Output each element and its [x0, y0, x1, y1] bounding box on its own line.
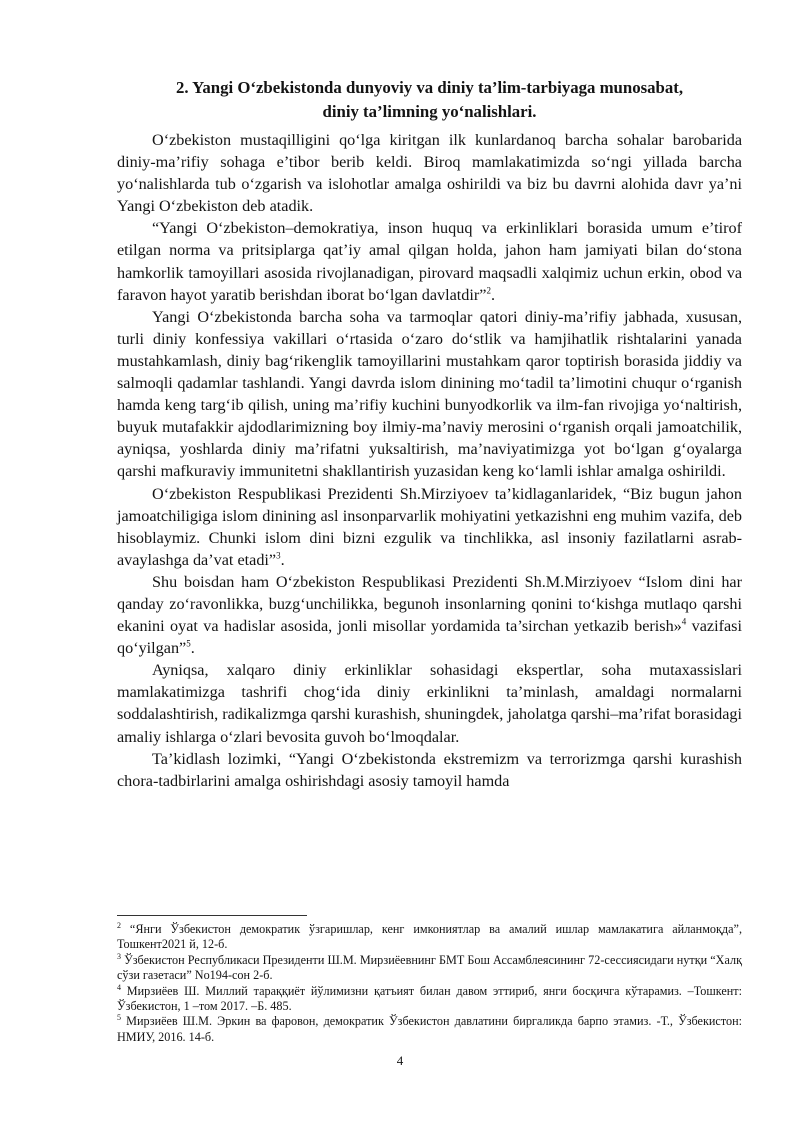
footnote-2: $^2$ “Янги Ўзбекистон демократик ўзгаришлар, кенг имкониятлар ва амалий ишлар мамлакатига айланмоқда”, Тошкент2021 й, 12-б. — [117, 920, 742, 952]
paragraph-4: O‘zbekiston Respublikasi Prezidenti Sh.Mirziyoev ta’kidlaganlaridek, “Biz bugun jahon jamoatchiligiga islom dinining asl insonparvarlik mohiyatini yetkazishni eng muhim vazifa, deb hisoblaymiz. Chunki islom dini bizni ezgulik va tinchlikka, asl insoniy fazilatlarni asrab-avaylashga da’vat etadi”$^3$. — [117, 484, 742, 569]
page-number: 4 — [396, 1053, 404, 1068]
paragraph-2: “Yangi O‘zbekiston–demokratiya, inson huquq va erkinliklari borasida umum e’tirof etilgan norma va pritsiplarga qat’iy amal qilgan holda, jahon ham jamiyati bilan do‘stona hamkorlik tamoyillari asosida rivojlanadigan, pirovard maqsadli xalqimiz uchun erkin, obod va faravon hayot yaratib berishdan iborat bo‘lgan davlatdir”$^2$. — [117, 219, 742, 304]
footnote-4: $^4$ Мирзиёев Ш. Миллий тараққиёт йўлимизни қатъият билан давом эттириб, янги босқичга кўтарамиз. –Тошкент: Ўзбекистон, 1 –том 2017. –Б. 485. — [117, 982, 742, 1014]
footnote-ref[interactable]: 3 — [276, 550, 281, 561]
paragraph-1: O‘zbekiston mustaqilligini qo‘lga kiritgan ilk kunlardanoq barcha sohalar barobarida diniy-ma’rifiy sohaga e’tibor berib keldi. Biroq mamlakatimizda so‘ngi yillada barcha yo‘nalishlarda tub o‘zgarish va islohotlar amalga oshirildi va biz bu davrni alohida davr ya’ni Yangi O‘zbekiston deb atadik. — [117, 131, 742, 216]
section-heading — [117, 76, 742, 123]
heading-line-2: diniy ta’limning yo‘nalishlari. — [322, 101, 537, 121]
footnote-ref[interactable]: 4 — [681, 616, 687, 627]
page-body — [117, 76, 742, 792]
paragraph-7: Ta’kidlash lozimki, “Yangi O‘zbekistonda ekstremizm va terrorizmga qarshi kurashish chora-tadbirlarini amalga oshirishdagi asosiy tamoyil hamda — [117, 749, 742, 790]
footnote-ref[interactable]: 2 — [486, 285, 491, 296]
footnote-3: $^3$ Ўзбекистон Республикаси Президенти Ш.М. Мирзиёевнинг БМТ Бош Ассамблеясининг 72-сессиясидаги нутқи “Халқ сўзи газетаси” No194-сон 2-б. — [117, 951, 742, 983]
heading-line-1: 2. Yangi O‘zbekistonda dunyoviy va diniy ta’lim-tarbiyaga munosabat, — [175, 78, 684, 97]
footnote-separator — [117, 915, 307, 916]
footnote-ref[interactable]: 5 — [186, 638, 191, 649]
paragraph-6: Ayniqsa, xalqaro diniy erkinliklar sohasidagi ekspertlar, soha mutaxassislari mamlakatimizga tashrifi chog‘ida diniy erkinlikni ta’minlash, amaldagi normalarni soddalashtirish, radikalizmga qarshi kurashish, shuningdek, jaholatga qarshi–ma’rifat borasidagi amaliy ishlarga o‘zlari bevosita guvoh bo‘lmoqdalar. — [117, 661, 742, 746]
paragraph-3: Yangi O‘zbekistonda barcha soha va tarmoqlar qatori diniy-ma’rifiy jabhada, xususan, turli diniy konfessiya vakillari o‘rtasida o‘zaro do‘stlik va hamjihatlik rishtalarini yanada mustahkamlash, diniy bag‘rikenglik tamoyillarini mustahkam qaror toptirish borasida jiddiy va salmoqli qadamlar tashlandi. Yangi davrda islom dinining mo‘tadil ta’limotini chuqur o‘rganish hamda keng targ‘ib qilish, uning ma’rifiy kuchini bunyodkorlik va ilm-fan rivojiga yo‘naltirish, buyuk mutafakkir ajdodlarimizning boy ilmiy-ma’naviy merosini o‘rganish orqali jamoatchilik, ayniqsa, yoshlarda diniy ma’rifatni yuksaltirish, ma’naviyatimizga yot bo‘lgan g‘oyalarga qarshi mafkuraviy immunitetni shakllantirish yuzasidan keng ko‘lamli ishlar amalga oshirildi. — [117, 307, 742, 481]
paragraph-5: Shu boisdan ham O‘zbekiston Respublikasi Prezidenti Sh.M.Mirziyoev “Islom dini har qanday zo‘ravonlikka, buzg‘unchilikka, begunoh insonlarning qonini to‘kishga mutlaqo qarshi ekanini oyat va hadislar asosida, jonli misollar yordamida ta’sirchan yetkazib berish»$^4$ vazifasi qo‘yilgan”$^5$. — [117, 572, 742, 658]
footnotes — [117, 922, 742, 1045]
footnote-5: $^5$ Мирзиёев Ш.М. Эркин ва фаровон, демократик Ўзбекистон давлатини биргаликда барпо этамиз. -Т., Ўзбекистон: НМИУ, 2016. 14-б. — [117, 1013, 742, 1044]
